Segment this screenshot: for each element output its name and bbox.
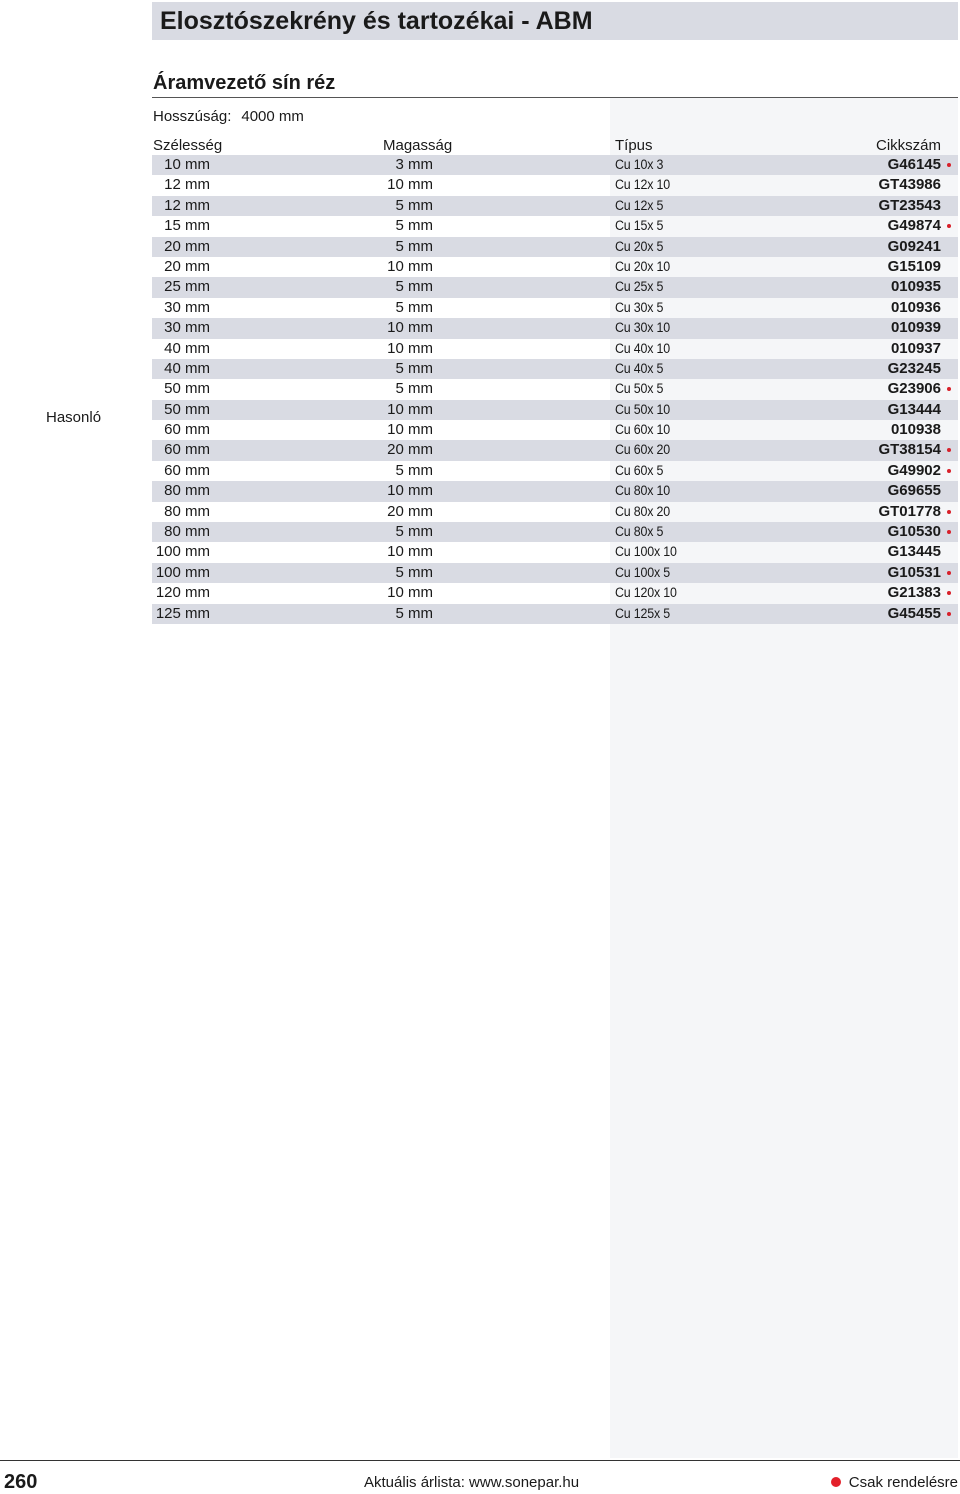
length-label: Hosszúság: [153,108,232,125]
cell-height: 10 mm [387,176,433,194]
cell-width: 60 mm [164,421,210,439]
cell-code: 010937 [890,339,941,357]
page-title: Elosztószekrény és tartozékai - ABM [160,7,593,35]
cell-type: Cu 10x 3 [615,157,664,172]
order-only-dot-icon [947,469,951,473]
table-row [152,257,958,277]
cell-type: Cu 20x 5 [615,238,664,254]
cell-width: 12 mm [164,176,210,194]
cell-type: Cu 80x 20 [615,503,670,519]
product-table [152,155,958,624]
length-value: 4000 mm [241,108,304,125]
table-header [152,137,958,155]
cell-width: 60 mm [164,461,210,479]
cell-height: 10 mm [387,421,433,439]
cell-width: 125 mm [155,604,210,622]
cell-code: G13444 [887,400,941,418]
cell-code: G15109 [887,257,941,275]
order-only-dot-icon [947,448,951,452]
cell-type: Cu 50x 5 [615,381,664,397]
table-row [152,359,958,379]
cell-height: 5 mm [395,461,433,479]
cell-width: 50 mm [164,400,210,418]
cell-width: 60 mm [164,441,210,459]
cell-type: Cu 60x 10 [615,422,670,438]
cell-code: G49874 [887,217,941,235]
cell-code: GT23543 [878,196,941,214]
cell-type: Cu 12x 10 [615,177,670,193]
cell-code: G46145 [887,156,941,173]
table-row [152,563,958,583]
cell-code: 010939 [890,319,941,337]
cell-code: GT43986 [878,176,941,194]
length-line [153,108,304,125]
table-row [152,175,958,195]
table-row [152,155,958,175]
cell-type: Cu 50x 10 [615,401,670,417]
table-row [152,318,958,338]
cell-width: 10 mm [164,156,210,173]
table-row [152,400,958,420]
cell-code: G10531 [887,563,941,581]
cell-type: Cu 15x 5 [615,218,664,234]
cell-height: 10 mm [387,339,433,357]
table-row [152,298,958,318]
cell-type: Cu 80x 10 [615,483,670,499]
header-type: Típus [615,137,653,154]
cell-code: G10530 [887,523,941,541]
table-row [152,440,958,460]
cell-type: Cu 30x 10 [615,320,670,336]
cell-height: 5 mm [395,359,433,377]
table-row [152,277,958,297]
table-row [152,216,958,236]
order-only-dot-icon [947,387,951,391]
cell-code: G23906 [887,380,941,398]
cell-type: Cu 100x 5 [615,564,670,580]
page-header [152,2,958,40]
cell-code: 010938 [890,421,941,439]
table-row [152,502,958,522]
cell-height: 5 mm [395,380,433,398]
cell-width: 80 mm [164,502,210,520]
table-row [152,542,958,562]
table-row [152,481,958,501]
order-only-dot-icon [947,224,951,228]
cell-width: 15 mm [164,217,210,235]
table-row [152,522,958,542]
section-divider [152,97,958,98]
cell-code: 010936 [890,298,941,316]
section-title: Áramvezető sín réz [153,72,336,94]
order-only-dot-icon [947,530,951,534]
cell-width: 120 mm [155,584,210,602]
cell-code: G13445 [887,543,941,561]
table-row [152,420,958,440]
cell-height: 5 mm [395,217,433,235]
cell-width: 25 mm [164,278,210,296]
cell-code: 010935 [890,278,941,296]
side-label: Hasonló [46,409,102,426]
cell-width: 100 mm [155,563,210,581]
cell-height: 5 mm [395,523,433,541]
cell-width: 40 mm [164,339,210,357]
cell-height: 3 mm [395,156,433,173]
cell-type: Cu 20x 10 [615,258,670,274]
cell-type: Cu 40x 5 [615,360,664,376]
table-row [152,461,958,481]
table-row [152,237,958,257]
cell-type: Cu 12x 5 [615,197,664,213]
header-height: Magasság [383,137,453,154]
cell-height: 10 mm [387,543,433,561]
cell-code: G49902 [887,461,941,479]
footer-divider [0,1460,960,1461]
page-number: 260 [4,1471,38,1493]
cell-height: 10 mm [387,400,433,418]
cell-type: Cu 30x 5 [615,299,664,315]
cell-code: GT01778 [878,502,941,520]
legend-label: Csak rendelésre [848,1474,958,1491]
cell-width: 40 mm [164,359,210,377]
cell-width: 30 mm [164,298,210,316]
cell-type: Cu 80x 5 [615,524,664,540]
cell-height: 10 mm [387,319,433,337]
order-only-dot-icon [831,1477,841,1487]
cell-type: Cu 120x 10 [615,585,677,601]
cell-code: G23245 [887,359,941,377]
cell-height: 5 mm [395,237,433,255]
cell-height: 5 mm [395,278,433,296]
cell-type: Cu 40x 10 [615,340,670,356]
order-only-dot-icon [947,510,951,514]
cell-height: 5 mm [395,298,433,316]
cell-type: Cu 60x 5 [615,462,664,478]
cell-height: 10 mm [387,584,433,602]
cell-width: 20 mm [164,237,210,255]
price-list-note: Aktuális árlista: www.sonepar.hu [364,1474,580,1491]
cell-height: 5 mm [395,563,433,581]
cell-width: 80 mm [164,523,210,541]
cell-code: G21383 [887,584,941,602]
cell-type: Cu 100x 10 [615,544,677,560]
order-only-dot-icon [947,163,951,167]
header-width: Szélesség [153,137,223,154]
cell-width: 50 mm [164,380,210,398]
table-row [152,604,958,624]
cell-code: G09241 [887,237,941,255]
cell-width: 80 mm [164,482,210,500]
cell-height: 20 mm [387,441,433,459]
cell-code: G45455 [887,604,941,622]
table-row [152,339,958,359]
cell-type: Cu 25x 5 [615,279,664,295]
cell-height: 5 mm [395,196,433,214]
cell-height: 10 mm [387,257,433,275]
cell-height: 20 mm [387,502,433,520]
order-only-dot-icon [947,591,951,595]
cell-width: 100 mm [155,543,210,561]
cell-height: 5 mm [395,604,433,622]
cell-code: G69655 [887,482,941,500]
order-only-dot-icon [947,571,951,575]
legend [831,1474,958,1491]
table-row [152,379,958,399]
order-only-dot-icon [947,612,951,616]
cell-height: 10 mm [387,482,433,500]
cell-width: 30 mm [164,319,210,337]
table-row [152,196,958,216]
cell-width: 20 mm [164,257,210,275]
cell-type: Cu 125x 5 [615,605,670,621]
header-code: Cikkszám [875,137,941,154]
cell-type: Cu 60x 20 [615,442,670,458]
table-row [152,583,958,603]
cell-code: GT38154 [878,441,941,459]
cell-width: 12 mm [164,196,210,214]
